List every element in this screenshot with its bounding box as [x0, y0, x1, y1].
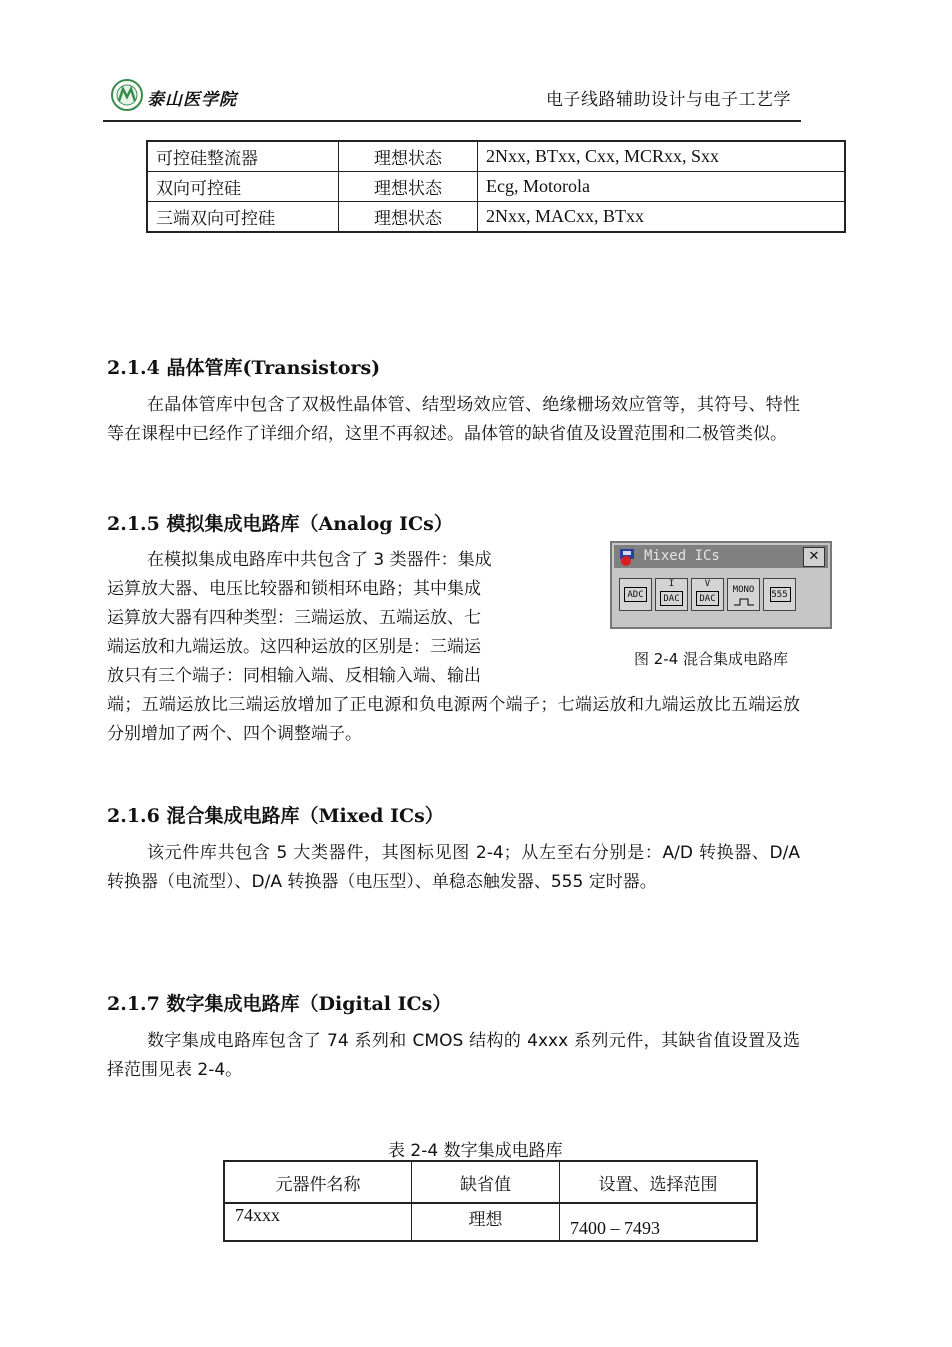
paragraph-line: 运算放大器、电压比较器和锁相环电路；其中集成	[107, 579, 481, 599]
column-header: 设置、选择范围	[560, 1161, 758, 1203]
table-cell: 理想状态	[339, 172, 478, 202]
table-cell: 三端双向可控硅	[147, 202, 339, 233]
table-row	[224, 1203, 757, 1241]
column-header: 元器件名称	[224, 1161, 412, 1203]
paragraph-line: 运算放大器有四种类型：三端运放、五端运放、七	[107, 608, 481, 628]
table-cell: 理想状态	[339, 202, 478, 233]
paragraph-line: 在模拟集成电路库中共包含了 3 类器件：集成	[147, 550, 492, 570]
paragraph-line: 端运放和九端运放。这四种运放的区别是：三端运	[107, 637, 481, 657]
table-cell: 2Nxx, MACxx, BTxx	[478, 202, 846, 233]
table-cell: 可控硅整流器	[147, 141, 339, 172]
paragraph-analog-ics-wrapped	[107, 546, 547, 691]
page-header	[103, 76, 801, 122]
adc-button[interactable]	[619, 578, 652, 611]
voltage-label: V	[704, 579, 711, 589]
button-label: DAC	[699, 594, 716, 604]
thyristor-table	[146, 140, 846, 233]
school-name: 泰山医学院	[147, 90, 237, 110]
table-cell: 2Nxx, BTxx, Cxx, MCRxx, Sxx	[478, 141, 846, 172]
button-label: MONO	[732, 585, 755, 595]
paragraph-mixed-ics: 该元件库共包含 5 大类器件，其图标见图 2-4；从左至右分别是：A/D 转换器、D/A 转换器（电流型）、D/A 转换器（电压型）、单稳态触发器、555 定时器。	[107, 843, 800, 892]
window-titlebar[interactable]	[614, 545, 828, 568]
table-row	[147, 172, 845, 202]
paragraph-digital-ics: 数字集成电路库包含了 74 系列和 CMOS 结构的 4xxx 系列元件，其缺省值设置及选择范围见表 2-4。	[107, 1031, 800, 1080]
table-cell: 理想	[412, 1203, 560, 1241]
section-heading-digital-ics: 2.1.7 数字集成电路库（Digital ICs）	[107, 993, 452, 1015]
monostable-button[interactable]	[727, 578, 760, 611]
column-header: 缺省值	[412, 1161, 560, 1203]
dac-current-button[interactable]	[655, 578, 688, 611]
button-label: DAC	[663, 594, 680, 604]
close-button[interactable]: ✕	[803, 547, 825, 567]
paragraph-analog-ics-tail: 端；五端运放比三端运放增加了正电源和负电源两个端子；七端运放和九端运放比五端运放分别增加了两个、四个调整端子。	[107, 695, 800, 744]
book-title: 电子线路辅助设计与电子工艺学	[546, 90, 791, 110]
dac-voltage-button[interactable]	[691, 578, 724, 611]
table-cell: 74xxx	[224, 1203, 412, 1241]
component-toolbar	[619, 578, 796, 611]
parts-bin-icon	[618, 547, 638, 567]
paragraph-transistors: 在晶体管库中包含了双极性晶体管、结型场效应管、绝缘栅场效应管等，其符号、特性等在课程中已经作了详细介绍，这里不再叙述。晶体管的缺省值及设置范围和二极管类似。	[107, 395, 800, 444]
button-label: 555	[771, 590, 788, 600]
table-cell: 双向可控硅	[147, 172, 339, 202]
table-header-row	[224, 1161, 757, 1203]
timer-555-button[interactable]	[763, 578, 796, 611]
paragraph-line: 放只有三个端子：同相输入端、反相输入端、输出	[107, 666, 481, 686]
table-cell: 7400 – 7493	[560, 1203, 758, 1241]
table-cell: Ecg, Motorola	[478, 172, 846, 202]
section-heading-analog-ics: 2.1.5 模拟集成电路库（Analog ICs）	[107, 513, 453, 535]
button-label: ADC	[627, 590, 644, 600]
section-heading-transistors: 2.1.4 晶体管库(Transistors)	[107, 357, 381, 379]
pulse-icon	[734, 598, 754, 606]
table-cell: 理想状态	[339, 141, 478, 172]
table-caption: 表 2-4 数字集成电路库	[388, 1141, 563, 1161]
window-title: Mixed ICs	[644, 548, 720, 564]
digital-ics-table	[223, 1160, 758, 1242]
table-row	[147, 141, 845, 172]
school-logo-icon	[111, 79, 143, 111]
mixed-ics-window	[610, 541, 832, 629]
section-heading-mixed-ics: 2.1.6 混合集成电路库（Mixed ICs）	[107, 805, 444, 827]
figure-caption: 图 2-4 混合集成电路库	[634, 650, 789, 668]
current-label: I	[668, 579, 675, 589]
table-row	[147, 202, 845, 233]
